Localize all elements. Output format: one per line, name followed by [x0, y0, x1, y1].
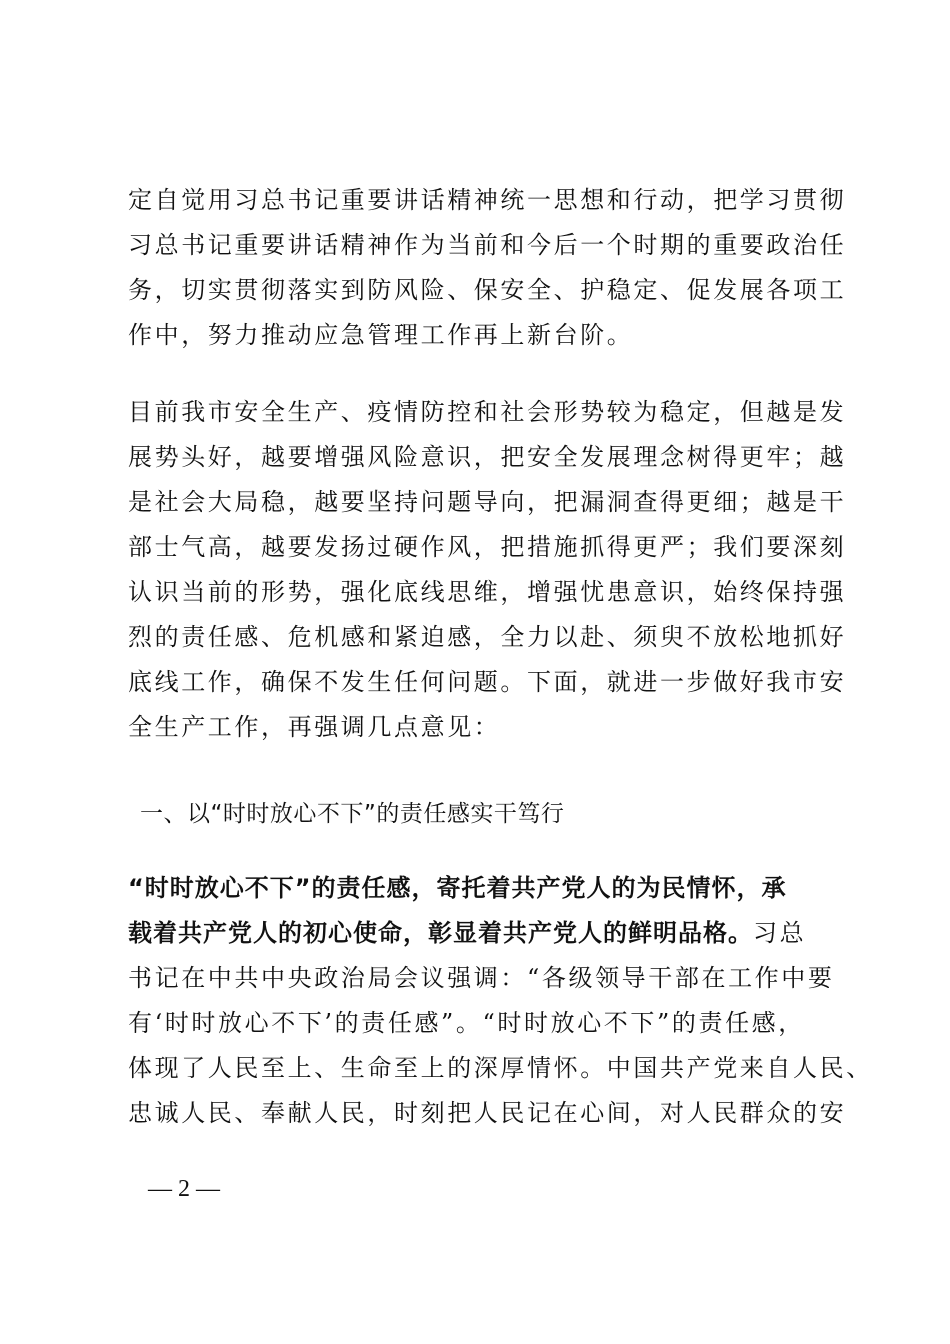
text-line: 部士气高，越要发扬过硬作风，把措施抓得更严；我们要深刻	[128, 533, 847, 561]
text-run: 习总	[753, 919, 807, 947]
text-line: 习总书记重要讲话精神作为当前和今后一个时期的重要政治任	[128, 231, 847, 259]
text-line: 全生产工作，再强调几点意见：	[128, 713, 501, 741]
text-line: 底线工作，确保不发生任何问题。下面，就进一步做好我市安	[128, 668, 847, 696]
text-line: 是社会大局稳，越要坚持问题导向，把漏洞查得更细；越是干	[128, 488, 847, 516]
mixed-text-line	[128, 911, 828, 956]
text-line: 有‘时时放心不下’的责任感”。“时时放心不下”的责任感，	[128, 1009, 805, 1037]
paragraph-2	[128, 390, 847, 750]
text-line: 忠诚人民、奉献人民，时刻把人民记在心间，对人民群众的安	[128, 1099, 847, 1127]
page-number: — 2 —	[148, 1176, 220, 1202]
text-line: 认识当前的形势，强化底线思维，增强忧患意识，始终保持强	[128, 578, 847, 606]
text-line: 务，切实贯彻落实到防风险、保安全、护稳定、促发展各项工	[128, 276, 847, 304]
bold-text-line: “时时放心不下”的责任感，寄托着共产党人的为民情怀，承	[128, 874, 787, 902]
text-line: 展势头好，越要增强风险意识，把安全发展理念树得更牢；越	[128, 443, 847, 471]
text-line: 书记在中共中央政治局会议强调：“各级领导干部在工作中要	[128, 964, 835, 992]
paragraph-1	[128, 178, 847, 358]
text-line: 目前我市安全生产、疫情防控和社会形势较为稳定，但越是发	[128, 398, 847, 426]
text-line: 烈的责任感、危机感和紧迫感，全力以赴、须臾不放松地抓好	[128, 623, 847, 651]
text-line: 作中，努力推动应急管理工作再上新台阶。	[128, 321, 634, 349]
bold-text-run: 载着共产党人的初心使命，彰显着共产党人的鲜明品格。	[128, 919, 753, 947]
section-heading: 一、以“时时放心不下”的责任感实干笃行	[140, 801, 565, 827]
text-line: 定自觉用习总书记重要讲话精神统一思想和行动，把学习贯彻	[128, 186, 847, 214]
paragraph-3	[128, 866, 873, 1136]
text-line: 体现了人民至上、生命至上的深厚情怀。中国共产党来自人民、	[128, 1054, 873, 1082]
